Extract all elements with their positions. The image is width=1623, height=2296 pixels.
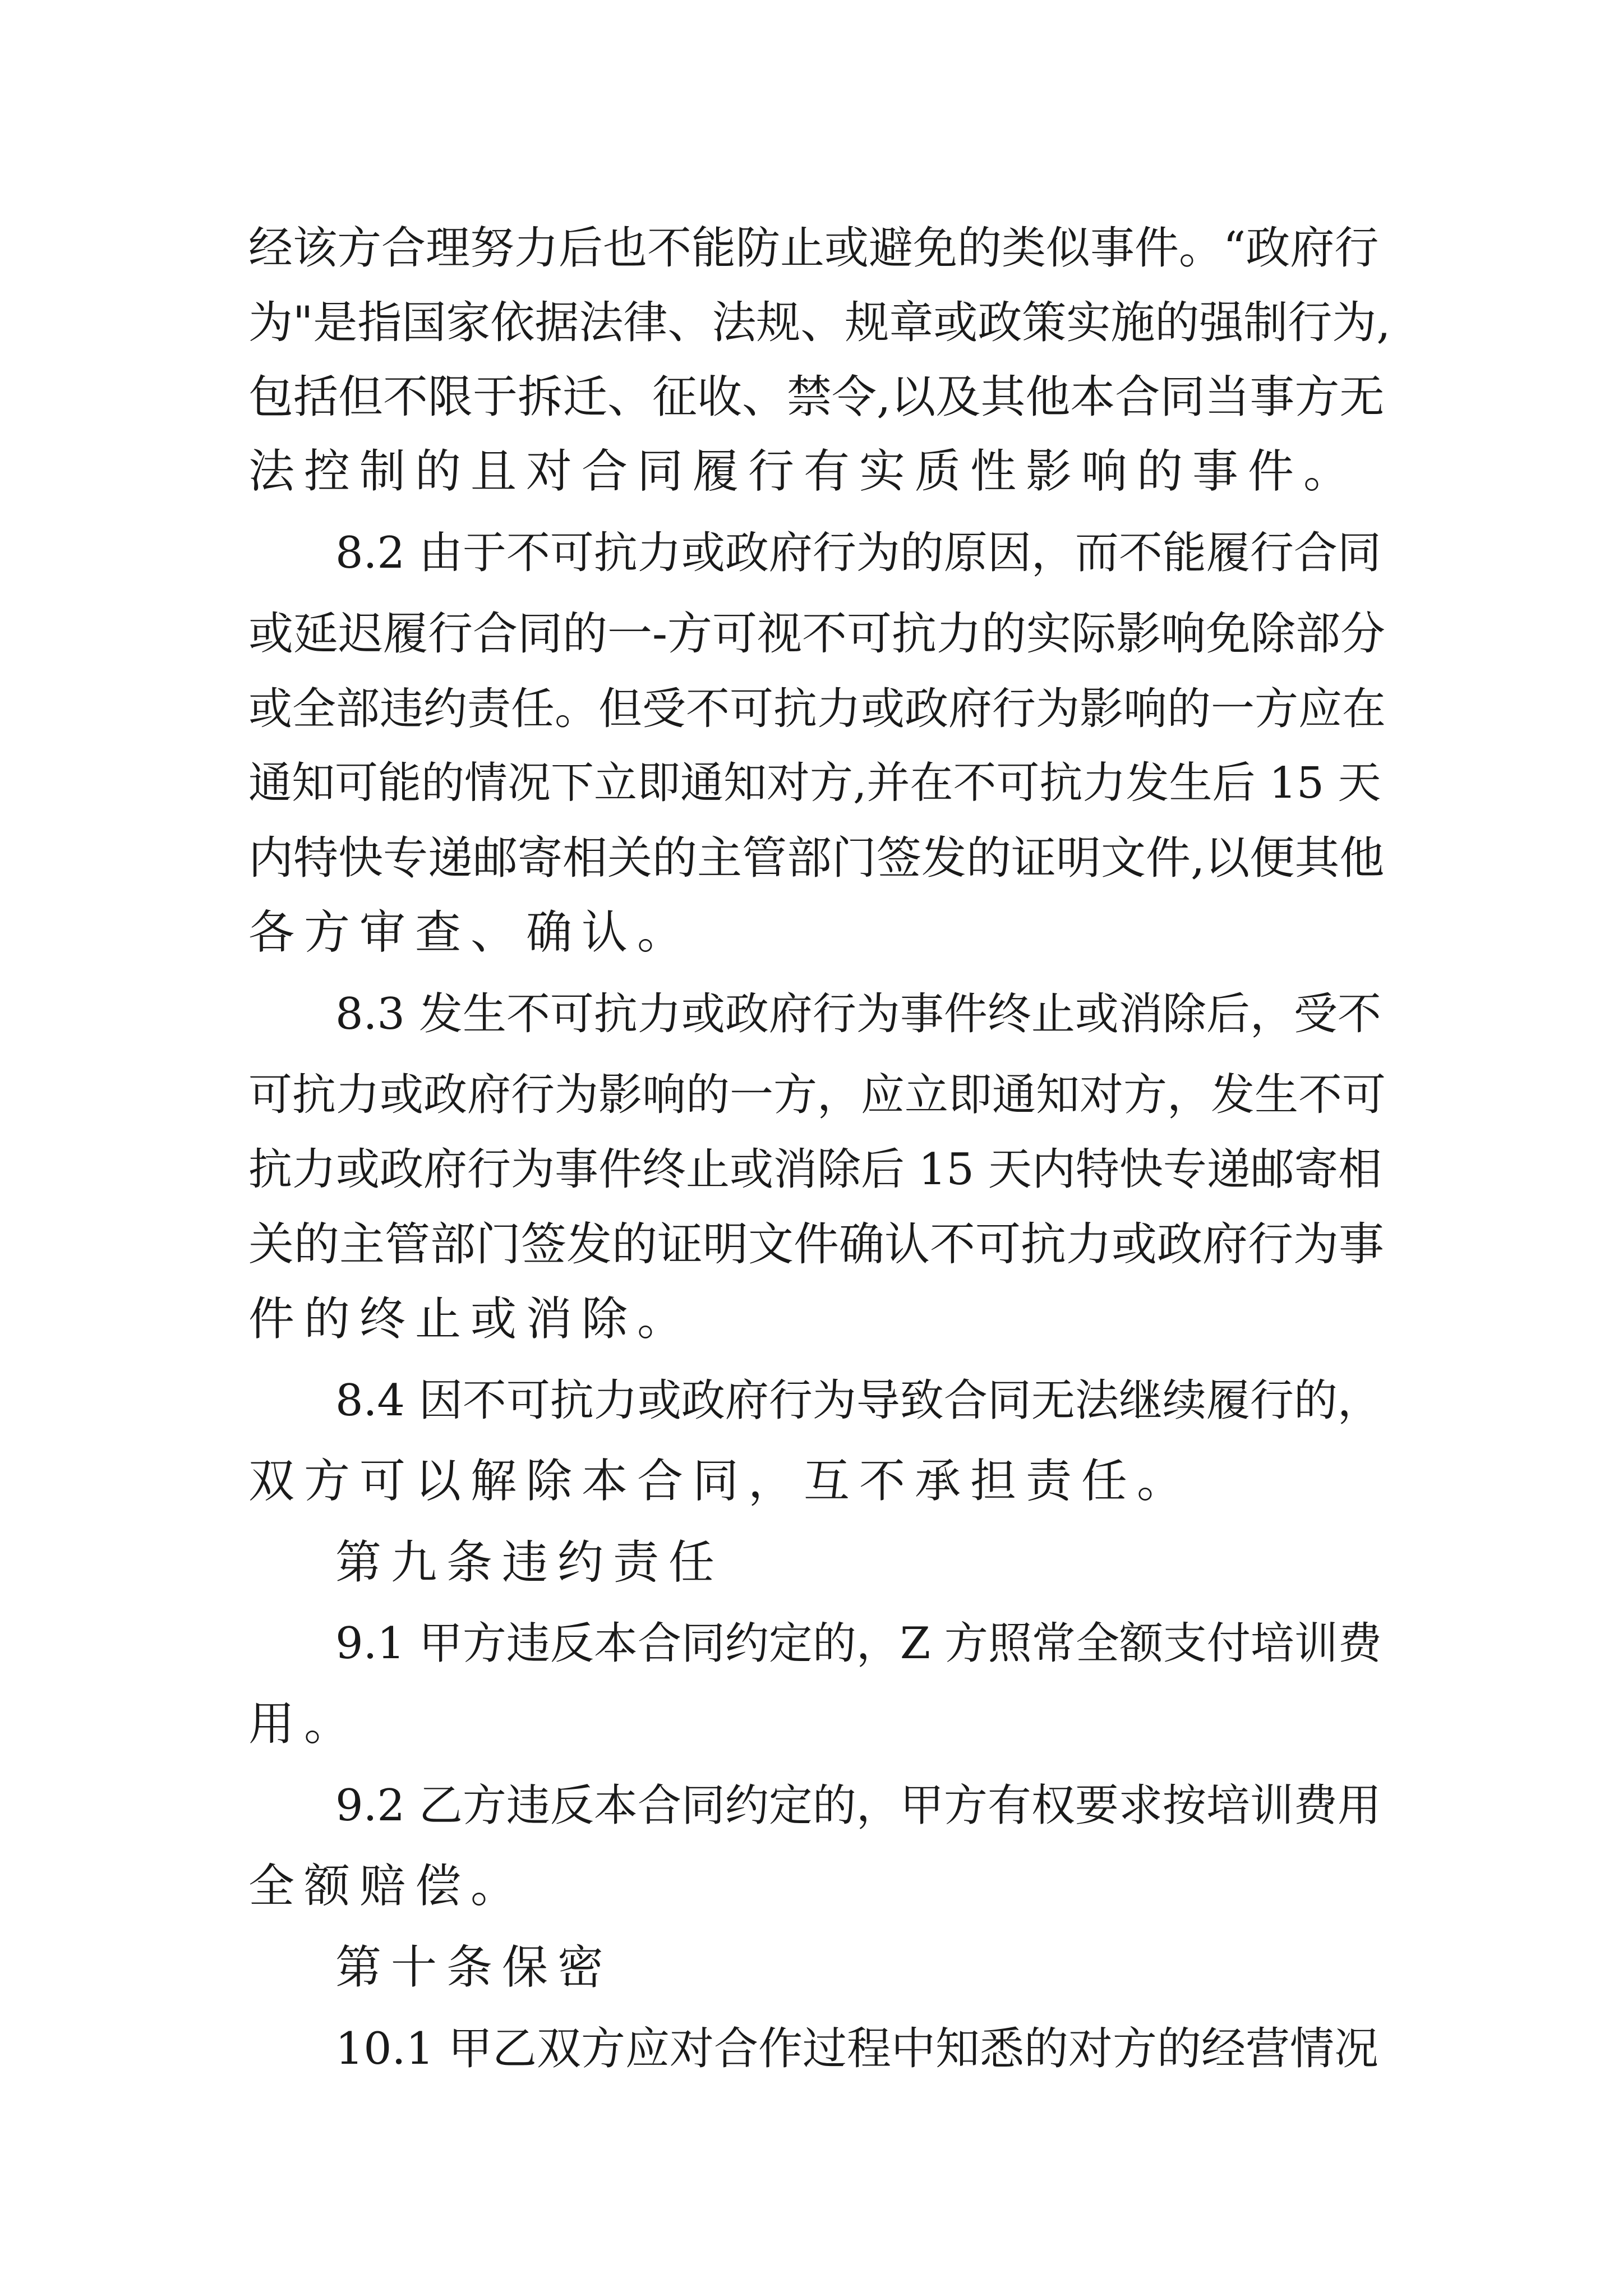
text-line: 或延迟履行合同的一-方可视不可抗力的实际影响免除部分 [248,608,1386,660]
paragraph-8-4-start: 8.4 因不可抗力或政府行为导致合同无法继续履行的， [335,1375,1381,1426]
section-heading-article-9: 第九条违约责任 [335,1536,725,1589]
paragraph-10-1-start: 10.1 甲乙双方应对合作过程中知悉的对方的经营情况 [335,2023,1379,2074]
text-line: 包括但不限于拆迁、征收、禁令,以及其他本合同当事方无 [248,371,1385,423]
paragraph-9-1-start: 9.1 甲方违反本合同约定的，Z 方照常全额支付培训费 [335,1618,1382,1669]
paragraph-8-2-start: 8.2 由于不可抗力或政府行为的原因，而不能履行合同 [335,528,1381,578]
text-line: 经该方合理努力后也不能防止或避免的类似事件。“政府行 [248,222,1379,274]
text-line: 为"是指国家依据法律、法规、规章或政策实施的强制行为, [248,297,1391,348]
text-line: 可抗力或政府行为影响的一方，应立即通知对方，发生不可 [248,1070,1386,1120]
paragraph-9-2-start: 9.2 乙方违反本合同约定的，甲方有权要求按培训费用 [335,1780,1381,1831]
text-line: 全额赔偿。 [248,1860,527,1913]
text-line: 抗力或政府行为事件终止或消除后 15 天内特快专递邮寄相 [248,1144,1382,1195]
text-line: 各方审查、确认。 [248,906,693,959]
text-line: 关的主管部门签发的证明文件确认不可抗力或政府行为事 [248,1218,1385,1271]
text-line: 用。 [248,1697,360,1751]
text-line: 双方可以解除本合同，互不承担责任。 [248,1455,1193,1508]
paragraph-8-3-start: 8.3 发生不可抗力或政府行为事件终止或消除后，受不 [335,989,1381,1039]
text-line: 或全部违约责任。但受不可抗力或政府行为影响的一方应在 [248,684,1386,734]
section-heading-article-10: 第十条保密 [335,1941,614,1994]
text-line: 件的终止或消除。 [248,1292,693,1346]
text-line: 法控制的且对合同履行有实质性影响的事件。 [248,445,1359,498]
text-line: 内特快专递邮寄相关的主管部门签发的证明文件,以便其他 [248,832,1385,884]
text-line: 通知可能的情况下立即通知对方,并在不可抗力发生后 15 天 [248,758,1381,808]
